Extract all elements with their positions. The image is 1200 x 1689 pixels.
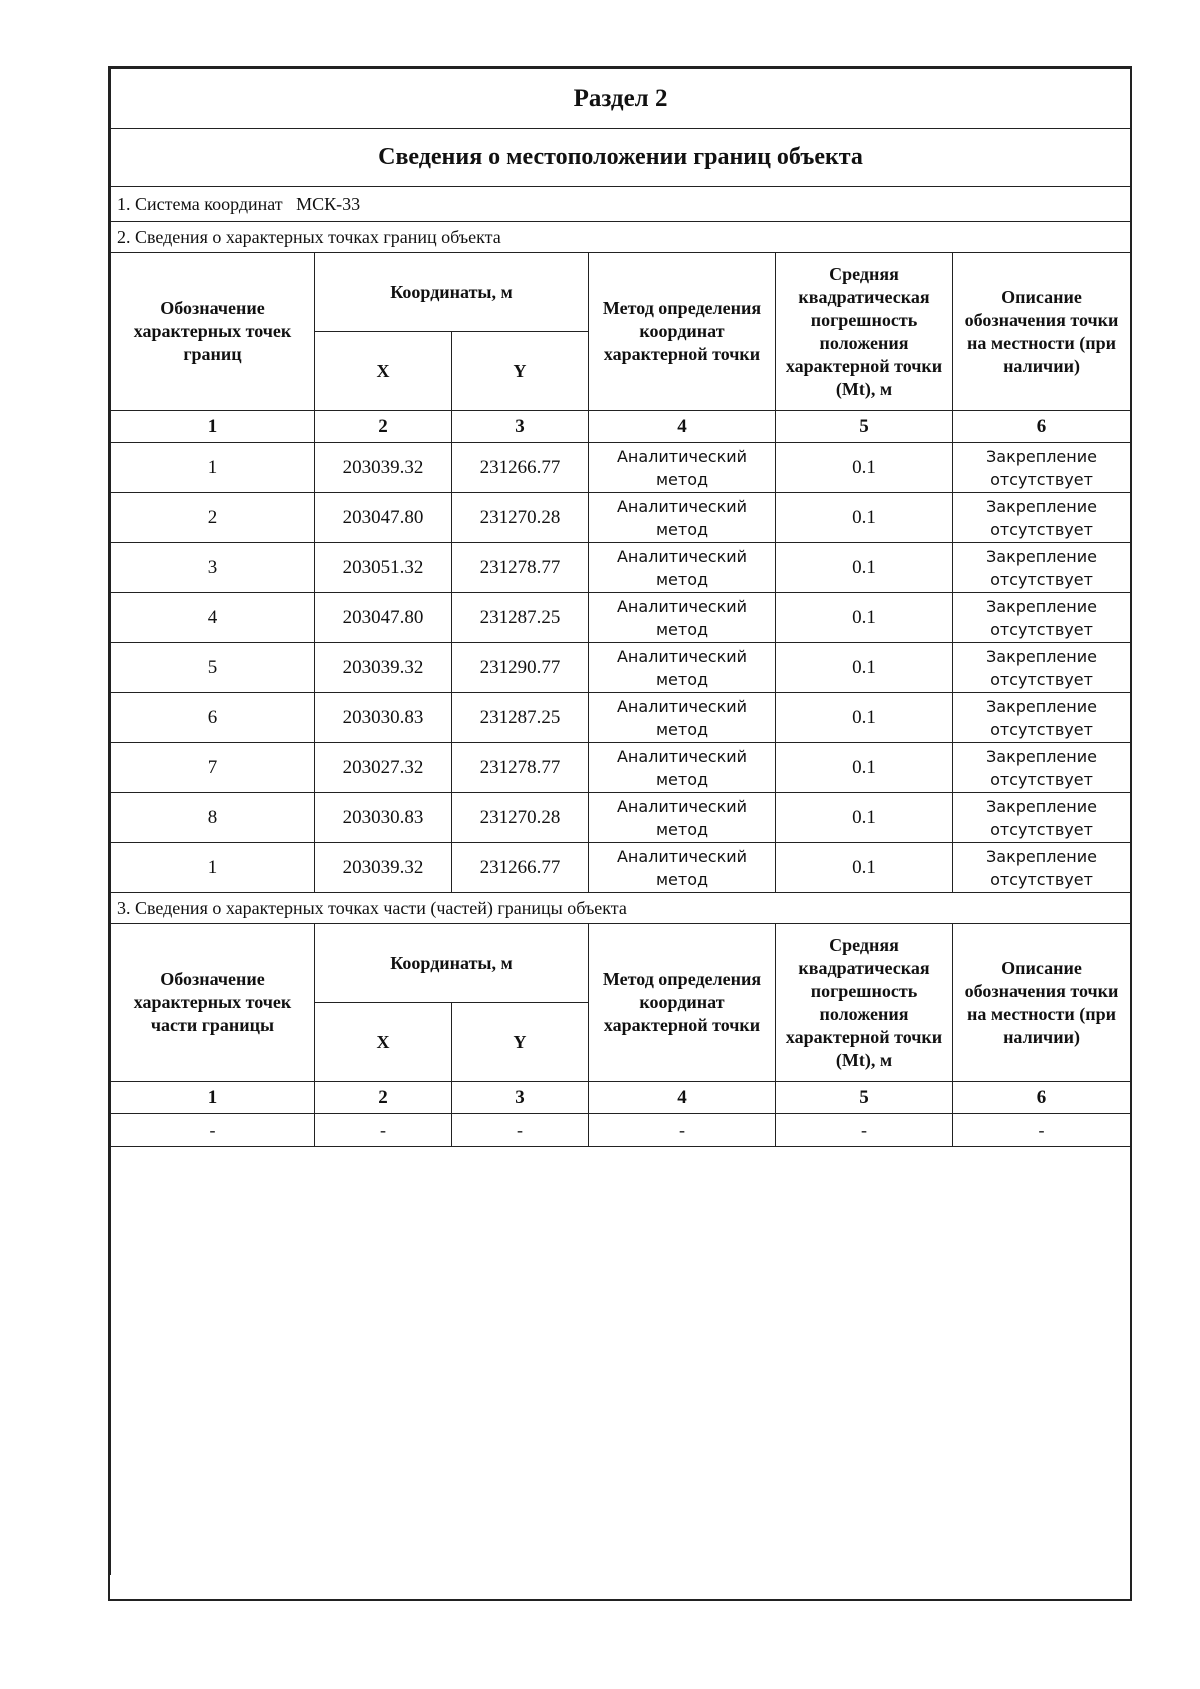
- point-number: 1: [111, 443, 315, 493]
- method: Аналитический метод: [589, 443, 776, 493]
- coord-y: 231290.77: [452, 643, 589, 693]
- t2-column-number: 1: [111, 1082, 315, 1114]
- coord-y: 231270.28: [452, 493, 589, 543]
- coord-x: 203051.32: [315, 543, 452, 593]
- t2-header-x: X: [315, 1003, 452, 1082]
- table-row: [111, 1114, 1131, 1147]
- mt-value: 0.1: [776, 843, 953, 893]
- point-number: 4: [111, 593, 315, 643]
- description: Закрепление отсутствует: [953, 793, 1131, 843]
- coord-y: 231278.77: [452, 743, 589, 793]
- t1-column-numbers: [111, 411, 1131, 443]
- mt-value: 0.1: [776, 793, 953, 843]
- table-row: [111, 693, 1131, 743]
- t1-header-designation: Обозначение характерных точек границ: [111, 253, 315, 411]
- t2-header-y: Y: [452, 1003, 589, 1082]
- t1-column-number: 4: [589, 411, 776, 443]
- t1-column-number: 3: [452, 411, 589, 443]
- t1-header-method: Метод определения координат характерной точки: [589, 253, 776, 411]
- table-row: [111, 593, 1131, 643]
- parts-heading: 3. Сведения о характерных точках части (частей) границы объекта: [111, 893, 1131, 924]
- coord-x: 203039.32: [315, 843, 452, 893]
- t2-header-error: Средняя квадратическая погрешность положения характерной точки (Mt), м: [776, 924, 953, 1082]
- t1-column-number: 6: [953, 411, 1131, 443]
- table-row: [111, 443, 1131, 493]
- mt-value: 0.1: [776, 743, 953, 793]
- coord-x: 203047.80: [315, 593, 452, 643]
- coord-y: 231266.77: [452, 843, 589, 893]
- t2-header-description: Описание обозначения точки на местности (при наличии): [953, 924, 1131, 1082]
- point-number: -: [111, 1114, 315, 1147]
- table-row: [111, 743, 1131, 793]
- t2-column-number: 5: [776, 1082, 953, 1114]
- table-row: [111, 493, 1131, 543]
- description: Закрепление отсутствует: [953, 543, 1131, 593]
- coord-system-line: [111, 187, 1131, 222]
- description: Закрепление отсутствует: [953, 743, 1131, 793]
- coord-x: 203030.83: [315, 793, 452, 843]
- method: Аналитический метод: [589, 743, 776, 793]
- coord-system-value: МСК-33: [296, 193, 361, 214]
- description: Закрепление отсутствует: [953, 443, 1131, 493]
- point-number: 7: [111, 743, 315, 793]
- method: Аналитический метод: [589, 793, 776, 843]
- coord-y: -: [452, 1114, 589, 1147]
- coord-y: 231270.28: [452, 793, 589, 843]
- mt-value: 0.1: [776, 493, 953, 543]
- table-row: [111, 843, 1131, 893]
- point-number: 6: [111, 693, 315, 743]
- t2-column-number: 3: [452, 1082, 589, 1114]
- method: -: [589, 1114, 776, 1147]
- t1-column-number: 1: [111, 411, 315, 443]
- description: Закрепление отсутствует: [953, 643, 1131, 693]
- description: Закрепление отсутствует: [953, 593, 1131, 643]
- coord-x: 203030.83: [315, 693, 452, 743]
- mt-value: -: [776, 1114, 953, 1147]
- coord-y: 231287.25: [452, 593, 589, 643]
- table-row: [111, 643, 1131, 693]
- coord-x: 203027.32: [315, 743, 452, 793]
- section-subtitle: Сведения о местоположении границ объекта: [111, 129, 1131, 187]
- t2-header-designation: Обозначение характерных точек части границы: [111, 924, 315, 1082]
- mt-value: 0.1: [776, 593, 953, 643]
- t1-header-coords: Координаты, м: [315, 253, 589, 332]
- coord-y: 231287.25: [452, 693, 589, 743]
- mt-value: 0.1: [776, 693, 953, 743]
- t1-header-y: Y: [452, 332, 589, 411]
- coord-system-label: 1. Система координат: [117, 193, 283, 214]
- coord-y: 231278.77: [452, 543, 589, 593]
- description: Закрепление отсутствует: [953, 493, 1131, 543]
- coord-x: -: [315, 1114, 452, 1147]
- t1-column-number: 2: [315, 411, 452, 443]
- t2-column-numbers: [111, 1082, 1131, 1114]
- t1-column-number: 5: [776, 411, 953, 443]
- t1-header-description: Описание обозначения точки на местности (при наличии): [953, 253, 1131, 411]
- t2-header-method: Метод определения координат характерной точки: [589, 924, 776, 1082]
- point-number: 1: [111, 843, 315, 893]
- description: Закрепление отсутствует: [953, 843, 1131, 893]
- t1-header-x: X: [315, 332, 452, 411]
- coord-x: 203047.80: [315, 493, 452, 543]
- section-title: Раздел 2: [111, 69, 1131, 129]
- boundary-table: [110, 68, 1131, 1575]
- mt-value: 0.1: [776, 443, 953, 493]
- t1-header-error: Средняя квадратическая погрешность положения характерной точки (Mt), м: [776, 253, 953, 411]
- description: Закрепление отсутствует: [953, 693, 1131, 743]
- t2-column-number: 6: [953, 1082, 1131, 1114]
- method: Аналитический метод: [589, 693, 776, 743]
- coord-x: 203039.32: [315, 643, 452, 693]
- table-row: [111, 543, 1131, 593]
- t2-column-number: 4: [589, 1082, 776, 1114]
- point-number: 3: [111, 543, 315, 593]
- point-number: 2: [111, 493, 315, 543]
- method: Аналитический метод: [589, 543, 776, 593]
- method: Аналитический метод: [589, 643, 776, 693]
- t2-column-number: 2: [315, 1082, 452, 1114]
- description: -: [953, 1114, 1131, 1147]
- method: Аналитический метод: [589, 843, 776, 893]
- document-frame: [108, 66, 1132, 1601]
- coord-y: 231266.77: [452, 443, 589, 493]
- table-row: [111, 793, 1131, 843]
- blank-area: [111, 1147, 1131, 1576]
- mt-value: 0.1: [776, 643, 953, 693]
- point-number: 8: [111, 793, 315, 843]
- method: Аналитический метод: [589, 493, 776, 543]
- t2-header-coords: Координаты, м: [315, 924, 589, 1003]
- points-heading: 2. Сведения о характерных точках границ объекта: [111, 222, 1131, 253]
- method: Аналитический метод: [589, 593, 776, 643]
- coord-x: 203039.32: [315, 443, 452, 493]
- point-number: 5: [111, 643, 315, 693]
- mt-value: 0.1: [776, 543, 953, 593]
